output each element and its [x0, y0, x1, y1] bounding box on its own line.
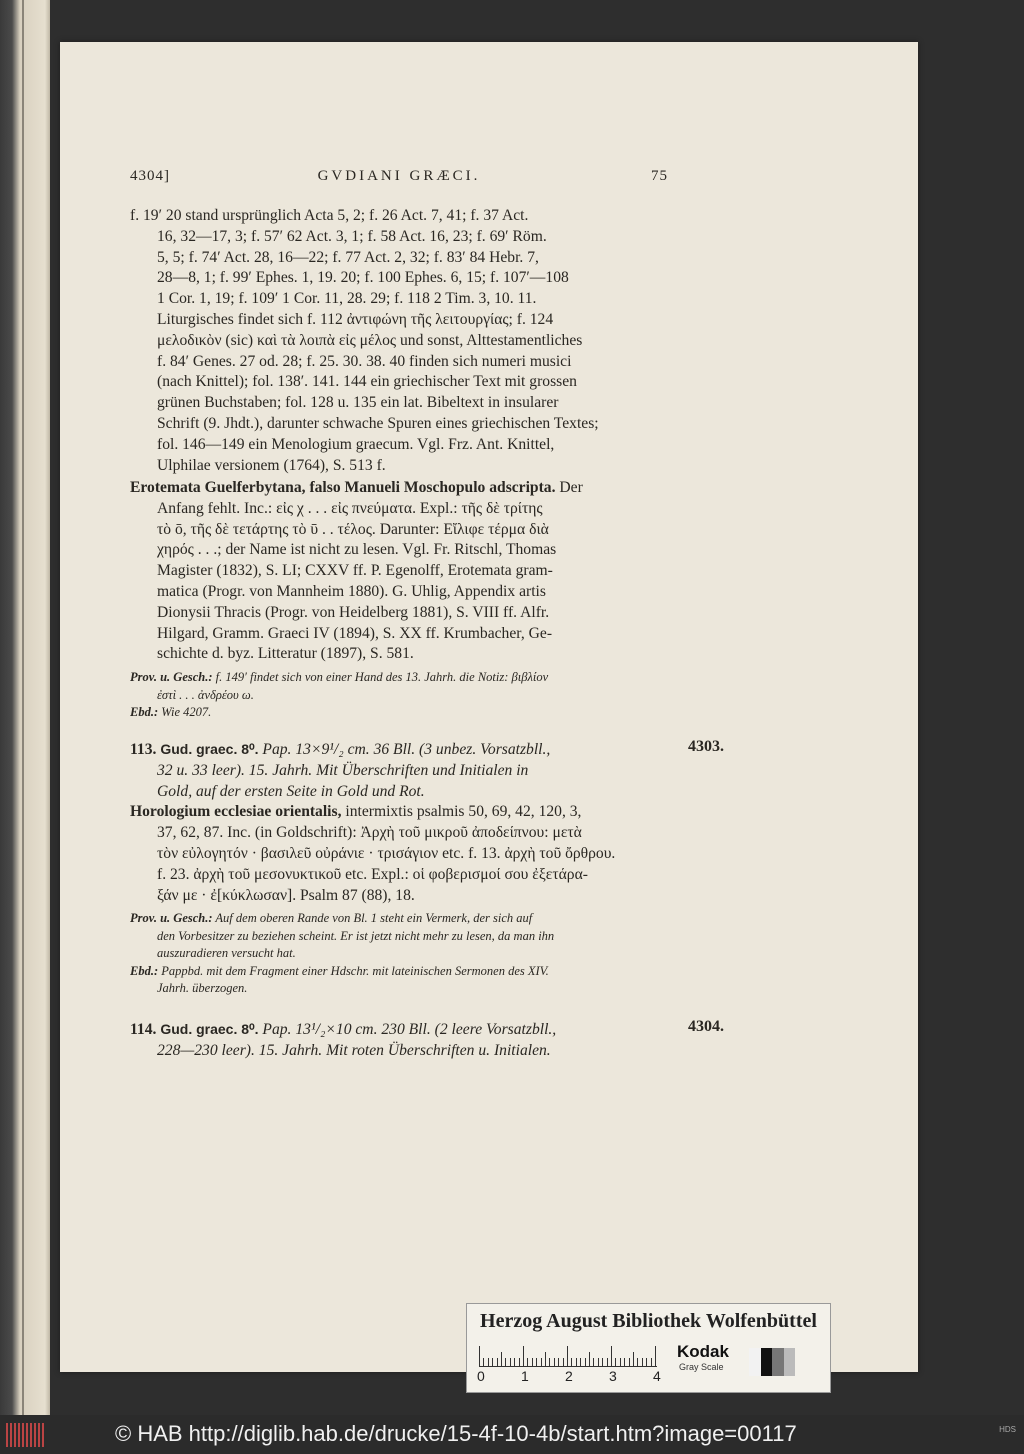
text-line: ξάν με · ἐ[κύκλωσαν]. Psalm 87 (88), 18. [157, 886, 415, 904]
text-line: grünen Buchstaben; fol. 128 u. 135 ein lat. Bibeltext in insularer [157, 394, 559, 412]
header-title: GVDIANI GRÆCI. [317, 168, 481, 184]
text-line: χηρός . . .; der Name ist nicht zu lesen. Vgl. Fr. Ritschl, Thomas [157, 541, 557, 559]
text-line: 1 Cor. 1, 19; f. 109′ 1 Cor. 11, 28. 29; f. 118 2 Tim. 3, 10. 11. [157, 290, 537, 308]
ruler-tick [633, 1352, 634, 1366]
text-line: τὸ ō, τῆς δὲ τετάρτης τὸ ῡ . . τέλος. Darunter: Εἴλιφε τέρμα διὰ [157, 520, 549, 538]
text-line: auszuradieren versucht hat. [157, 946, 296, 961]
ruler-tick [629, 1358, 630, 1366]
text-line: Dionysii Thracis (Progr. von Heidelberg 1881), S. VIII ff. Alfr. [157, 603, 550, 621]
text-fragment: Wie 4207. [158, 705, 212, 720]
ruler-number: 3 [609, 1368, 617, 1384]
provenance-label: Prov. u. Gesch.: [130, 670, 213, 685]
ruler-tick [510, 1358, 511, 1366]
footer-bar [0, 1415, 1024, 1454]
text-line: matica (Progr. von Mannheim 1880). G. Uhlig, Appendix artis [157, 582, 546, 600]
text-line: (nach Knittel); fol. 138′. 141. 144 ein griechischer Text mit grossen [157, 373, 577, 391]
text-line: 37, 62, 87. Inc. (in Goldschrift): Ἀρχὴ τοῦ μικροῦ ἀποδείπνου: μετὰ [157, 824, 582, 842]
ruler-tick [492, 1358, 493, 1366]
binding-label: Ebd.: [130, 705, 159, 720]
shelfmark: Gud. graec. 8⁰. [156, 741, 259, 757]
catalogue-number: 4304. [688, 1018, 724, 1035]
ruler-tick [523, 1346, 524, 1366]
text-line: Liturgisches findet sich f. 112 ἀντιφώνη τῆς λειτουργίας; f. 124 [157, 310, 554, 328]
ruler-tick [642, 1358, 643, 1366]
ruler-tick [607, 1358, 608, 1366]
text-line: f. 23. ἀρχὴ τοῦ μεσονυκτικοῦ etc. Expl.: οἱ φοβερισμοί σου ἐξετάρα- [157, 865, 588, 883]
ruler-number: 2 [565, 1368, 573, 1384]
text-fragment: f. 149′ findet sich von einer Hand des 13. Jahrh. die Notiz: βιβλίον [212, 670, 549, 685]
ruler-number: 4 [653, 1368, 661, 1384]
text-line: ἐστὶ . . . ἀνδρέου ω. [157, 687, 254, 702]
text-line: fol. 146—149 ein Menologium graecum. Vgl. Frz. Ant. Knittel, [157, 435, 555, 453]
ruler-tick [558, 1358, 559, 1366]
provenance-note [130, 910, 670, 998]
footer-mark: HDS [999, 1425, 1016, 1434]
entry-113 [130, 739, 670, 998]
text-line: Gold, auf der ersten Seite in Gold und Rot. [157, 782, 425, 800]
text-line: f. 19′ 20 stand ursprünglich Acta 5, 2; f. 26 Act. 7, 41; f. 37 Act. [130, 207, 529, 224]
text-line: 32 u. 33 leer). 15. Jahrh. Mit Überschriften und Initialen in [157, 761, 529, 779]
ruler-tick [651, 1358, 652, 1366]
text-line: 16, 32—17, 3; f. 57′ 62 Act. 3, 1; f. 58 Act. 16, 23; f. 69′ Röm. [157, 227, 547, 245]
work-title: Horologium ecclesiae orientalis, [130, 803, 342, 821]
text-line: f. 84′ Genes. 27 od. 28; f. 25. 30. 38. 40 finden sich numeri musici [157, 352, 572, 370]
ruler-number: 0 [477, 1368, 485, 1384]
text-line: 28—8, 1; f. 99′ Ephes. 1, 19. 20; f. 100 Ephes. 6, 15; f. 107′—108 [157, 269, 569, 287]
ruler-tick [637, 1358, 638, 1366]
ruler-tick [589, 1352, 590, 1366]
ruler-tick [593, 1358, 594, 1366]
ruler-tick [479, 1346, 480, 1366]
gray-patch [761, 1348, 773, 1376]
text-line: Schrift (9. Jhdt.), darunter schwache Spuren eines griechischen Textes; [157, 414, 599, 432]
ruler-tick [505, 1358, 506, 1366]
ruler-tick [514, 1358, 515, 1366]
binding-label: Ebd.: [130, 963, 159, 978]
ruler-tick [536, 1358, 537, 1366]
text-line: 228—230 leer). 15. Jahrh. Mit roten Überschriften u. Initialen. [157, 1041, 551, 1059]
text-fragment: Pap. 13¹/₂×10 cm. 230 Bll. (2 leere Vorsatzbll., [258, 1021, 557, 1038]
entry-number: 114. [130, 1021, 157, 1038]
text-line: Magister (1832), S. LI; CXXV ff. P. Egenolff, Erotemata gram- [157, 562, 553, 580]
ruler-tick [585, 1358, 586, 1366]
text-line: 5, 5; f. 74′ Act. 28, 16—22; f. 77 Act. 2, 32; f. 83′ 84 Hebr. 7, [157, 248, 539, 266]
ruler-tick [532, 1358, 533, 1366]
text-line: schichte d. byz. Litteratur (1897), S. 581. [157, 645, 414, 663]
text-fragment: Pappbd. mit dem Fragment einer Hdschr. mit lateinischen Sermonen des XIV. [158, 963, 549, 978]
previous-page-edge [0, 0, 50, 1415]
entry-number: 113. [130, 741, 157, 758]
ruler-tick [554, 1358, 555, 1366]
entry-114 [130, 1019, 670, 1062]
ruler-tick [598, 1358, 599, 1366]
copyright-link[interactable]: © HAB http://diglib.hab.de/drucke/15-4f-10-4b/start.htm?image=00117 [115, 1421, 797, 1446]
gray-patch [749, 1348, 761, 1376]
ruler-tick [624, 1358, 625, 1366]
ruler-tick [527, 1358, 528, 1366]
ruler-tick [497, 1358, 498, 1366]
erotemata-entry [130, 478, 670, 722]
shelfmark: Gud. graec. 8⁰. [156, 1021, 259, 1037]
ruler-tick [545, 1352, 546, 1366]
ruler-tick [567, 1346, 568, 1366]
ruler-tick [563, 1358, 564, 1366]
text-line: Hilgard, Gramm. Graeci IV (1894), S. XX ff. Krumbacher, Ge- [157, 624, 553, 642]
catalogue-number: 4303. [688, 738, 724, 755]
text-fragment: Auf dem oberen Rande von Bl. 1 steht ein Vermerk, der sich auf [212, 911, 533, 926]
header-left: 4304] [130, 168, 170, 184]
book-gutter-line [22, 0, 24, 1415]
ruler-number: 1 [521, 1368, 529, 1384]
running-header [130, 168, 668, 190]
kodak-logo: Kodak [677, 1342, 729, 1361]
measurement-ruler [479, 1344, 657, 1367]
work-title: Erotemata Guelferbytana, falso Manueli Moschopulo adscripta. [130, 479, 556, 496]
text-line: Ulphilae versionem (1764), S. 513 f. [157, 456, 386, 474]
text-fragment: intermixtis psalmis 50, 69, 42, 120, 3, [341, 803, 582, 821]
text-fragment: Der [555, 479, 583, 496]
ruler-tick [519, 1358, 520, 1366]
provenance-note [130, 669, 670, 722]
library-scale-card [466, 1303, 831, 1393]
ruler-tick [549, 1358, 550, 1366]
ruler-tick [602, 1358, 603, 1366]
ruler-tick [483, 1358, 484, 1366]
text-line: Anfang fehlt. Inc.: εἰς χ . . . εἰς πνεύματα. Expl.: τῆς δὲ τρίτης [157, 499, 543, 517]
ruler-tick [655, 1346, 656, 1366]
ruler-tick [488, 1358, 489, 1366]
gray-scale-patches [749, 1348, 795, 1376]
gray-scale-label: Gray Scale [679, 1362, 724, 1372]
ruler-tick [611, 1346, 612, 1366]
gray-patch [784, 1348, 796, 1376]
ruler-tick [571, 1358, 572, 1366]
ruler-tick [501, 1352, 502, 1366]
gray-patch [772, 1348, 784, 1376]
library-name: Herzog August Bibliothek Wolfenbüttel [480, 1310, 817, 1332]
ruler-tick [615, 1358, 616, 1366]
hab-logo-icon [6, 1423, 46, 1447]
page-number: 75 [651, 168, 668, 184]
ruler-tick [646, 1358, 647, 1366]
ruler-tick [576, 1358, 577, 1366]
continuation-paragraph [130, 206, 670, 476]
text-line: den Vorbesitzer zu beziehen scheint. Er ist jetzt nicht mehr zu lesen, da man ihn [157, 928, 555, 943]
text-line: μελοδικὸν (sic) καὶ τὰ λοιπὰ εἰς μέλος und sonst, Alttestamentliches [157, 331, 583, 349]
provenance-label: Prov. u. Gesch.: [130, 911, 213, 926]
text-line: Jahrh. überzogen. [157, 981, 248, 996]
ruler-tick [580, 1358, 581, 1366]
ruler-tick [620, 1358, 621, 1366]
text-fragment: Pap. 13×9¹/₂ cm. 36 Bll. (3 unbez. Vorsatzbll., [258, 741, 551, 758]
text-line: τὸν εὐλογητόν · βασιλεῦ οὐράνιε · τρισάγιον etc. f. 13. ἀρχὴ τοῦ ὄρθρου. [157, 844, 616, 862]
ruler-tick [541, 1358, 542, 1366]
